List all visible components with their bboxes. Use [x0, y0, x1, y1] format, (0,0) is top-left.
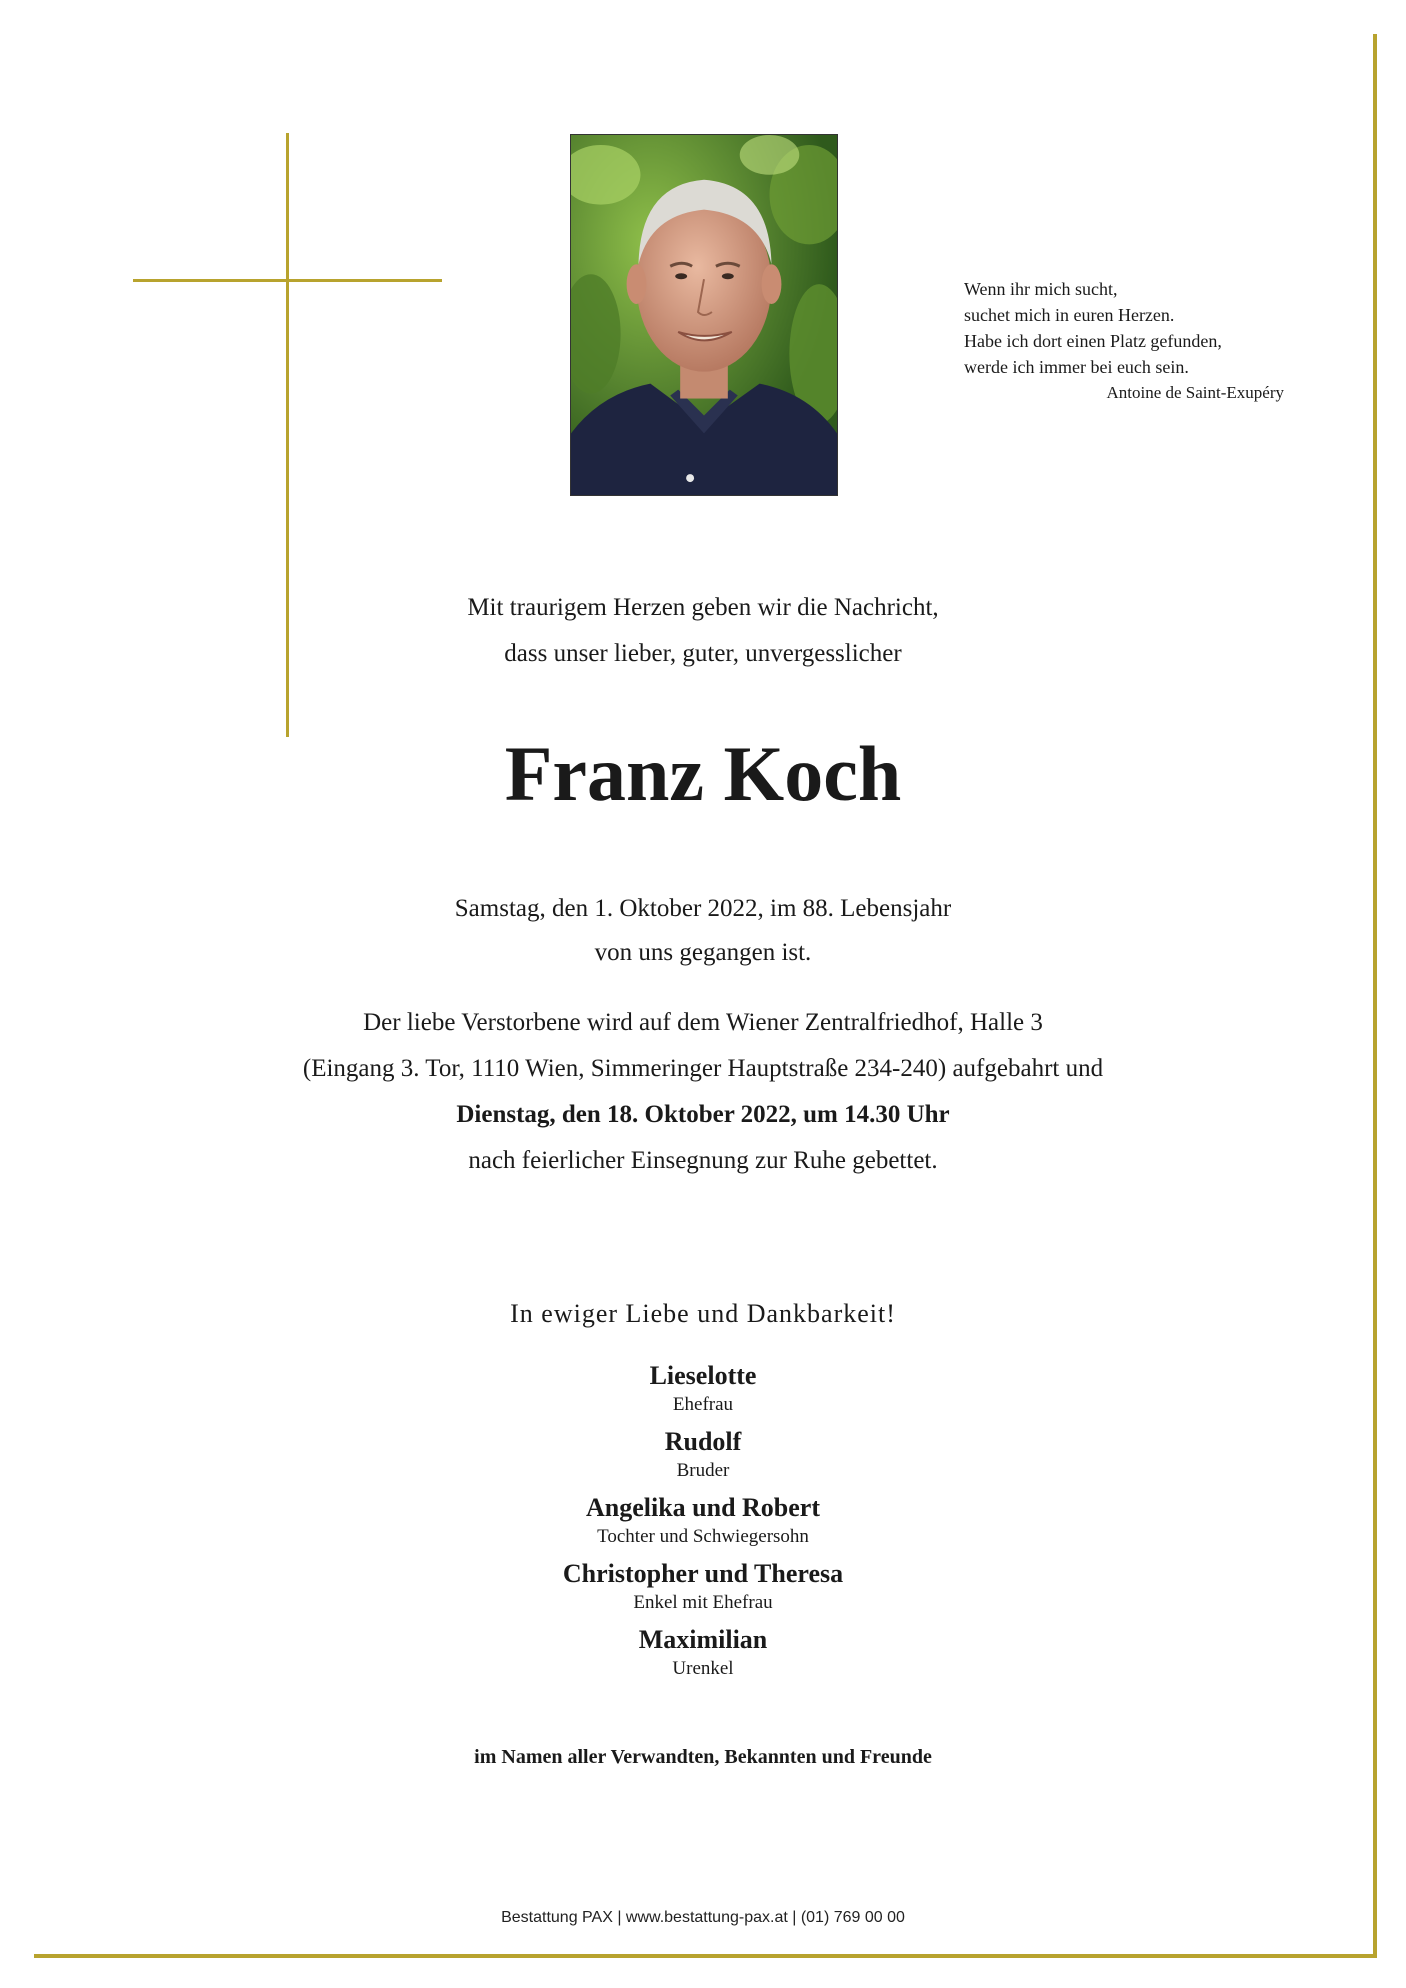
quote-line: suchet mich in euren Herzen. — [964, 305, 1175, 325]
quote-block — [964, 276, 1284, 406]
family-member — [0, 1558, 1406, 1616]
family-member — [0, 1624, 1406, 1682]
intro-text — [0, 585, 1406, 677]
family-member-relation: Tochter und Schwiegersohn — [597, 1526, 809, 1547]
frame-bottom-line — [34, 1954, 1377, 1958]
intro-line: dass unser lieber, guter, unvergesslicher — [504, 640, 902, 667]
family-list — [0, 1360, 1406, 1690]
service-line: (Eingang 3. Tor, 1110 Wien, Simmeringer Hauptstraße 234-240) aufgebahrt und — [302, 1055, 1104, 1082]
family-member-relation: Ehefrau — [672, 1394, 734, 1415]
family-member-name: Rudolf — [664, 1427, 742, 1456]
family-member-name: Lieselotte — [649, 1361, 757, 1390]
portrait-photo — [570, 134, 838, 496]
love-line: In ewiger Liebe und Dankbarkeit! — [510, 1299, 896, 1328]
intro-line: Mit traurigem Herzen geben wir die Nachricht, — [467, 594, 939, 621]
family-member — [0, 1492, 1406, 1550]
death-notice — [0, 887, 1406, 975]
death-line: von uns gegangen ist. — [594, 939, 812, 966]
family-member-relation: Enkel mit Ehefrau — [633, 1592, 773, 1613]
family-member — [0, 1426, 1406, 1484]
family-member-name: Angelika und Robert — [585, 1493, 821, 1522]
service-line: Der liebe Verstorbene wird auf dem Wiener Zentralfriedhof, Halle 3 — [363, 1009, 1043, 1036]
funeral-service-info — [0, 1000, 1406, 1184]
deceased-name: Franz Koch — [504, 730, 902, 817]
cross-horizontal-bar — [133, 279, 442, 282]
family-member — [0, 1360, 1406, 1418]
family-member-relation: Urenkel — [672, 1658, 734, 1679]
family-member-name: Maximilian — [638, 1625, 768, 1654]
footer-contact: Bestattung PAX | www.bestattung-pax.at | (01) 769 00 00 — [501, 1909, 905, 1926]
quote-line: werde ich immer bei euch sein. — [964, 357, 1189, 377]
service-line: nach feierlicher Einsegnung zur Ruhe gebettet. — [468, 1147, 938, 1174]
closing-line: im Namen aller Verwandten, Bekannten und Freunde — [474, 1746, 932, 1768]
service-date: Dienstag, den 18. Oktober 2022, um 14.30 Uhr — [456, 1101, 950, 1128]
death-line: Samstag, den 1. Oktober 2022, im 88. Lebensjahr — [454, 895, 952, 922]
family-member-relation: Bruder — [676, 1460, 730, 1481]
quote-line: Wenn ihr mich sucht, — [964, 279, 1118, 299]
quote-line: Habe ich dort einen Platz gefunden, — [964, 331, 1222, 351]
family-member-name: Christopher und Theresa — [562, 1559, 844, 1588]
quote-author: Antoine de Saint-Exupéry — [1106, 383, 1284, 402]
